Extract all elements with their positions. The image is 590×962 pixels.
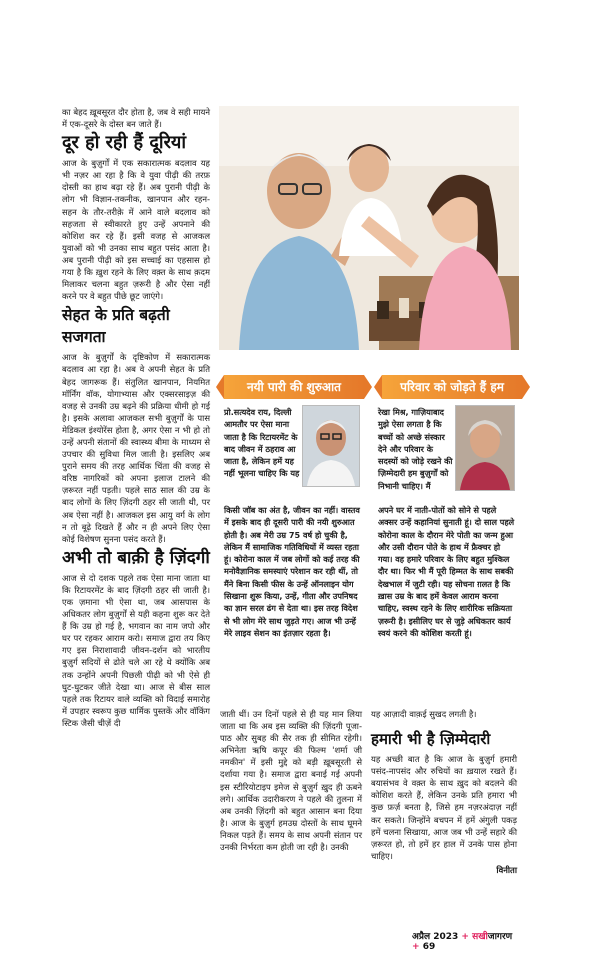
woman-portrait-icon [456,406,514,490]
right-column [371,708,517,876]
signature: विनीता [496,864,517,875]
box2-title-banner [382,375,522,399]
heading-sehat: सेहत के प्रति बढ़ती सजगता [62,306,170,347]
box1-text-top: आमतौर पर ऐसा माना जाता है कि रिटायरमेंट के बाद जीवन में ठहराव आ जाता है, लेकिन हमें यह नहीं भूलना चाहिए कि यह [224,419,300,479]
box2-portrait [455,405,515,491]
family-photo-illustration [219,106,519,350]
heading-zindagi: अभी तो बाक़ी है ज़िंदगी [62,547,210,568]
footer-plus-icon-2: + [412,942,420,952]
box2-top-text [378,406,454,492]
box2-title: परिवार को जोड़ते हैं हम [400,380,504,394]
box1-text-rest: किसी जॉब का अंत है, जीवन का नहीं। वास्तव में इसके बाद ही दूसरी पारी की नयी शुरुआत होती है। अब मेरी उम्र 75 वर्ष हो चुकी है, लेकिन मैं सामाजिक गतिविधियों में व्यस्त रहता हूं। कोरोना काल में जब लोगों को कई तरह की मनोवैज्ञानिक समस्याएं परेशान कर रही थीं, तो मैंने बिना किसी फीस के उन्हें ऑनलाइन योग सिखाना शुरू किया, उन्हें, गीता और उपनिषद का ज्ञान सरल ढंग से देता था। इस तरह विदेश से भी लोग मेरे साथ जुड़ते गए। आज भी उन्हें मेरे लाइव सेशन का इंतज़ार रहता है। [224,505,360,638]
box1-portrait [302,405,360,487]
man-portrait-icon [303,406,359,486]
footer-plus-icon: + [461,932,469,942]
box1-body [224,504,360,639]
heading-doori: दूर हो रही हैं दूरियां [62,132,187,154]
middle-para: जाती थीं। उन दिनों पहले से ही यह मान लिया जाता था कि अब इस व्यक्ति की ज़िंदगी पूजा-पाठ और सुबह की सैर तक ही सीमित रहेगी। अभिनेता ऋषि कपूर की फिल्म 'शर्मा जी नमकीन' में इसी मुद्दे को बड़ी ख़ूबसूरती से दर्शाया गया है। समाज द्वारा बनाई गई अपनी इस स्टीरियोटाइप इमेज से बुज़ुर्ग ख़ुद ही ऊबने लगे। आर्थिक उदारीकरण ने पहले की तुलना में अब उनकी ज़िंदगी को बहुत आसान बना दिया है। आज के बुज़ुर्ग हमउम्र दोस्तों के साथ घूमने निकल पड़ते हैं। समय के साथ अपनी संतान पर उनकी निर्भरता कम होती जा रही है। उनकी [220,709,362,853]
box1-title-banner [224,375,364,399]
left-column [62,106,210,729]
right-intro: यह आज़ादी वाक़ई सुखद लगती है। [371,709,477,719]
box2-text-rest: अपने घर में नाती-पोतों को सोने से पहले अक्सर उन्हें कहानियां सुनाती हूं। दो साल पहले कोरोना काल के दौरान मेरे पोती का जन्म हुआ और उसी दौरान पोते के हाथ में फ्रैक्चर हो गया। वह हमारे परिवार के लिए बहुत मुश्किल दौर था। फिर भी मैं पूरी हिम्मत के साथ सबकी देखभाल में जुटी रही। यह सोचना ग़लत है कि ख़ास उम्र के बाद हमें केवल आराम करना चाहिए, स्वस्थ रहने के लिए शारीरिक सक्रियता ज़रूरी है। इसीलिए घर से जुड़े अधिकतर कार्य स्वयं करने की कोशिश करती हूं। [378,505,515,638]
left-intro: का बेहद ख़ूबसूरत दौर होता है, जब वे सही मायने में एक-दूसरे के दोस्त बन जाते हैं। [62,107,210,130]
box1-byline: प्रो.सत्यदेव राय, दिल्ली [224,407,292,417]
heading-zimmedari: हमारी भी है ज़िम्मेदारी [371,730,491,749]
box2-body [378,504,516,639]
para-doori: आज के बुज़ुर्गों में एक सकारात्मक बदलाव यह भी नज़र आ रहा है कि वे युवा पीढ़ी की तरफ़ दोस्ती का हाथ बढ़ा रहे हैं। अब पुरानी पीढ़ी के लोग भी विज्ञान-तकनीक, खानपान और रहन-सहन के तौर-तरीक़े में आने वाले बदलाव को सहजता से स्वीकारते हुए उन्हें अपनाने की कोशिश कर रहे हैं। इसी वजह से आजकल युवाओं को भी उनका साथ बहुत पसंद आता है। अब पुरानी पीढ़ी को इस सच्चाई का एहसास हो गया है कि ख़ुश रहने के लिए वक़्त के साथ क़दम मिलाकर चलना बहुत ज़रूरी है और ऐसा नहीं करने पर वे बहुत पीछे छूट जाएंगे। [62,158,210,302]
para-sehat: आज के बुज़ुर्गों के दृष्टिकोण में सकारात्मक बदलाव आ रहा है। अब वे अपनी सेहत के प्रति बेहद जागरूक हैं। संतुलित खानपान, नियमित मॉर्निंग वॉक, योगाभ्यास और एक्सरसाइज़ की वजह से उनकी उम्र बढ़ने की प्रक्रिया धीमी हो गई है। इसके अलावा आजकल सभी बुज़ुर्गों के पास मेडिकल इंश्योरेंस होता है, अगर ऐसा न भी हो तो उन्हें अपनी संतानों की स्वास्थ्य बीमा के माध्यम से उपचार की सुविधा मिल जाती है। इसलिए अब पुराने समय की तरह आर्थिक चिंता की वजह से वरिष्ठ नागरिकों को अपना इलाज टालने की ज़रूरत नहीं पड़ती। पहले साठ साल की उम्र के बाद लोगों के लिए ज़िंदगी ठहर सी जाती थी, पर अब ऐसा नहीं है। आजकल इस आयु वर्ग के लोग न तो बूढ़े दिखते हैं और न ही अपने लिए ऐसा कोई विशेषण सुनना पसंद करते हैं। [62,352,210,544]
box1-top-text [224,406,300,480]
middle-column [220,708,362,853]
box2-byline: रेखा मिश्र, गाज़ियाबाद [378,407,444,417]
right-para: यह अच्छी बात है कि आज के बुज़ुर्ग हमारी पसंद-नापसंद और रुचियों का ख़याल रखते हैं। बयासंभव वे वक़्त के साथ ख़ुद को बदलने की कोशिश करते हैं, लेकिन उनके प्रति हमारा भी कुछ फ़र्ज़ बनता है, जिसे हम नज़रअंदाज़ नहीं कर सकते। जिन्होंने बचपन में हमें अंगुली पकड़ हमें चलना सिखाया, आज जब भी उन्हें सहारे की ज़रूरत हो, तो हमें हर हाल में उनके पास होना चाहिए। [371,754,517,861]
hero-photo [219,106,519,350]
box1-title: नयी पारी की शुरुआत [247,380,341,394]
footer-month: अप्रैल 2023 [412,932,459,942]
footer-page-number: 69 [422,942,436,952]
para-zindagi: आज से दो दशक पहले तक ऐसा माना जाता था कि रिटायरमेंट के बाद ज़िंदगी ठहर सी जाती है। एक ज़माना भी ऐसा था, जब आसपास के अधिकतर लोग बुज़ुर्गों से यही कहना शुरू कर देते हैं कि उम्र हो गई है, भगवान का नाम जपो और घर पर रहकर आराम करो। समाज द्वारा तय किए गए इस निराशावादी जीवन-दर्शन को भारतीय बुज़ुर्ग सदियों से ढोते चले आ रहे थे क्योंकि अब तक उन्होंने अपनी पिछली पीढ़ी को भी ऐसे ही घुट-घुटकर जीते देखा था। आज से बीस साल पहले तक रिटायर वाले व्यक्ति को विदाई समारोह में उपहार स्वरूप कुछ धार्मिक पुस्तकें और वॉकिंग स्टिक जैसी चीज़ें दी [62,572,210,728]
footer-brand: सखी [472,932,488,942]
box2-text-top: मुझे ऐसा लगता है कि बच्चों को अच्छे संस्कार देने और परिवार के सदस्यों को जोड़े रखने की ज़िम्मेदारी हम बुज़ुर्गों को निभानी चाहिए। मैं [378,419,453,491]
footer-brand2: जागरण [487,932,513,942]
page-footer [412,929,522,952]
